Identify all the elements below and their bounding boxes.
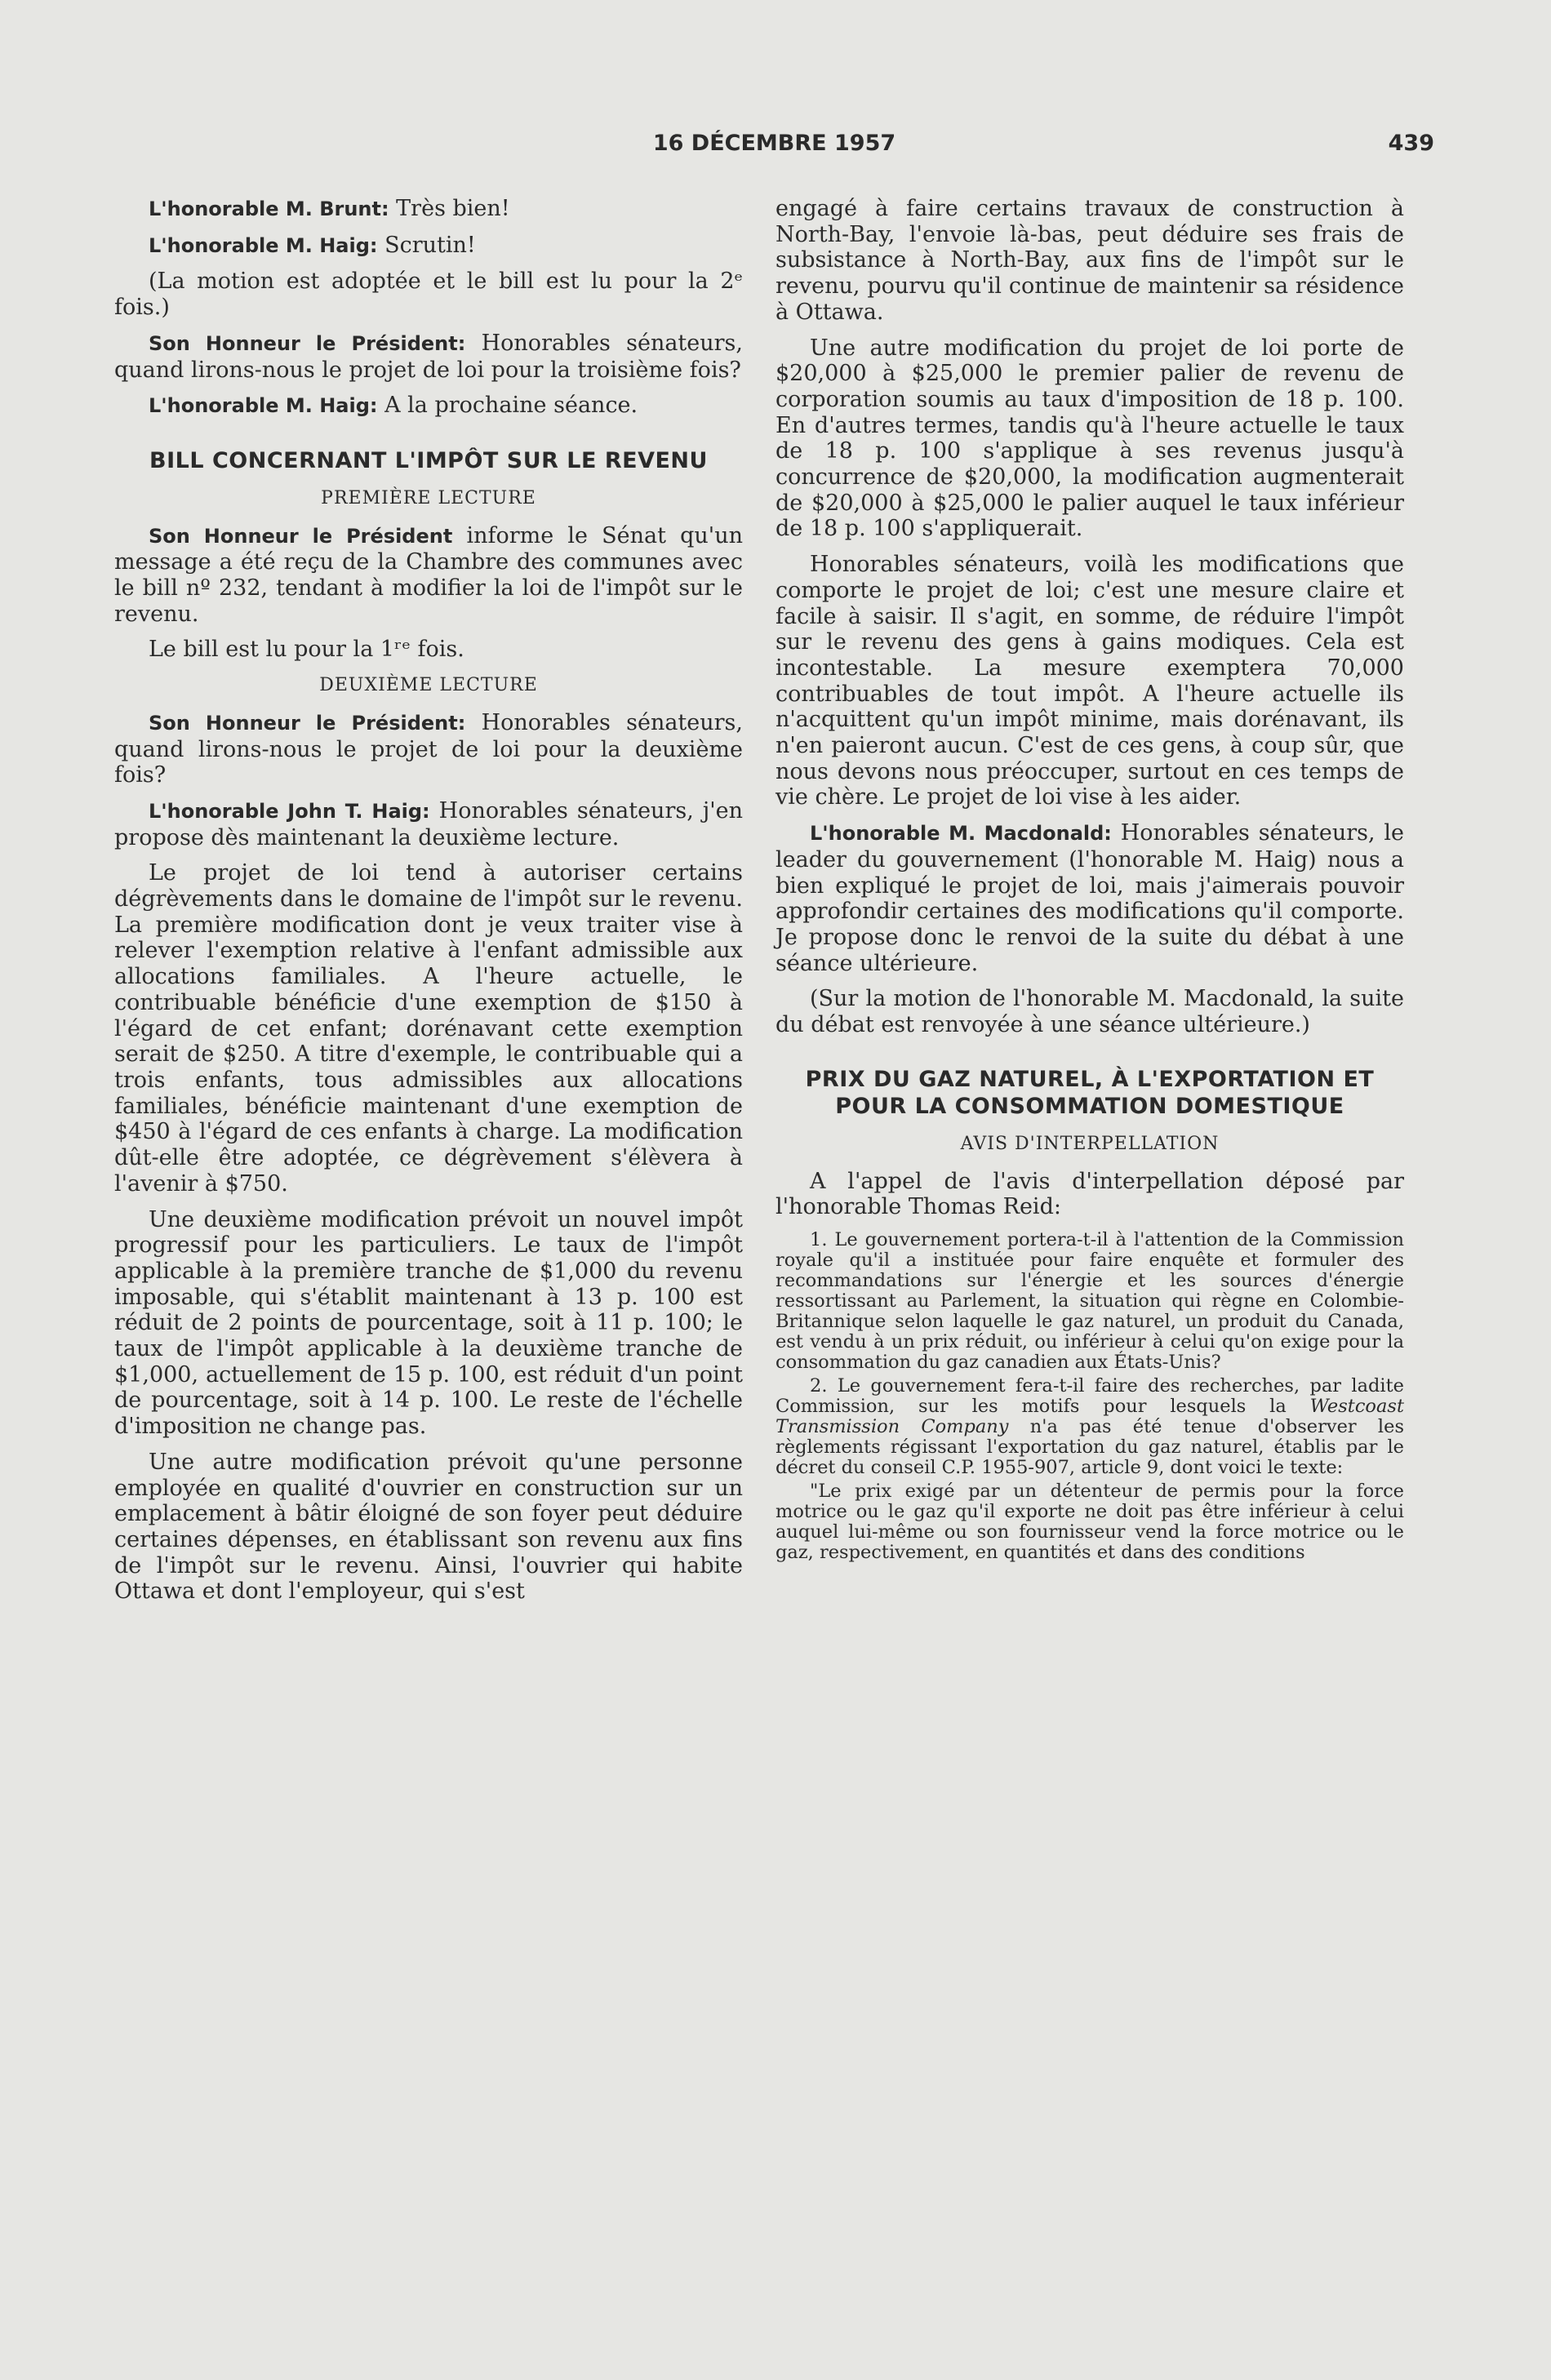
paragraph: Le bill est lu pour la 1ʳᵉ fois. [149,637,464,663]
section-title: BILL CONCERNANT L'IMPÔT SUR LE REVENU [149,447,708,473]
speech-text: Honorables sénateurs, quand lirons-nous le projet de loi pour la troisième fois? [114,330,743,383]
paragraph: Honorables sénateurs, voilà les modifications que comporte le projet de loi; c'est une mesure claire et facile à saisir. Il s'agit, en somme, de réduire l'impôt sur le revenu des gens à gains modiques. Cela est incontestable. La mesure exemptera 70,000 contribuables de tout impôt. A l'heure actuelle ils n'acquittent qu'un impôt minime, mais dorénavant, ils n'en paieront aucun. C'est de ces gens, à coup sûr, que nous devons nous préoccuper, surtout en ces temps de vie chère. Le projet de loi vise à les aider. [776,552,1404,810]
right-column [776,196,1404,1566]
question-2 [776,1376,1404,1478]
company-name: Westcoast Transmission Company [776,1395,1404,1437]
subsection-title: AVIS D'INTERPELLATION [960,1133,1220,1154]
question-text: n'a pas été tenue d'observer les règlements régissant l'exportation du gaz naturel, établis par le décret du conseil C.P. 1955-907, article 9, dont voici le texte: [776,1415,1404,1478]
speech-text: Honorables sénateurs, quand lirons-nous le projet de loi pour la deuxième fois? [114,709,743,788]
subsection-title: PREMIÈRE LECTURE [321,487,536,508]
speech-text: Scrutin! [377,232,476,258]
paragraph: Le projet de loi tend à autoriser certains dégrèvements dans le domaine de l'impôt sur le revenu. La première modification dont je veux traiter vise à relever l'exemption relative à l'enfant admissible aux allocations familiales. A l'heure actuelle, le contribuable bénéficie d'une exemption de $150 à l'égard de cet enfant; dorénavant cette exemption serait de $250. A titre d'exemple, le contribuable qui a trois enfants, tous admissibles aux allocations familiales, bénéficie maintenant d'une exemption de $450 à l'égard de ces enfants à charge. La modification dût-elle être adoptée, ce dégrèvement s'élèvera à l'avenir à $750. [114,860,743,1197]
question-1: 1. Le gouvernement portera-t-il à l'attention de la Commission royale qu'il a instituée pour faire enquête et formuler des recommandations sur l'énergie et les sources d'énergie ressortissant au Parlement, la situation qui règne en Colombie-Britannique selon laquelle le gaz naturel, un produit du Canada, est vendu à un prix réduit, ou inférieur à celui qu'on exige pour la consommation du gaz canadien aux États-Unis? [776,1228,1404,1373]
speech-text: Très bien! [389,196,510,221]
paragraph [114,233,743,260]
paragraph [114,523,743,628]
speech-text: Honorables sénateurs, j'en propose dès maintenant la deuxième lecture. [114,797,743,850]
paragraph [114,196,743,223]
speaker-name: Son Honneur le Président [149,524,453,548]
left-column [114,196,743,1614]
question-text: 2. Le gouvernement fera-t-il faire des recherches, par ladite Commission, sur les motifs pour lesquels la [776,1374,1404,1417]
subsection-title: DEUXIÈME LECTURE [319,675,538,696]
speech-text: informe le Sénat qu'un message a été reçu de la Chambre des communes avec le bill nº 232, tendant à modifier la loi de l'impôt sur le revenu. [114,522,744,627]
page-number: 439 [1388,131,1434,156]
speech-text: Honorables sénateurs, le leader du gouvernement (l'honorable M. Haig) nous a bien expliqué le projet de loi, mais j'aimerais pouvoir approfondir certaines des modifications qu'il comporte. Je propose donc le renvoi de la suite du débat à une séance ultérieure. [776,820,1404,976]
paragraph [114,710,743,788]
procedural-note: (La motion est adoptée et le bill est lu pour la 2ᵉ fois.) [114,269,743,321]
paragraph [776,820,1404,976]
paragraph [114,393,743,420]
speaker-name: L'honorable M. Haig: [149,394,378,418]
speaker-name: Son Honneur le Président: [149,711,466,735]
speaker-name: L'honorable M. Brunt: [149,198,389,220]
paragraph [114,331,743,383]
section-title: PRIX DU GAZ NATUREL, À L'EXPORTATION ET POUR LA CONSOMMATION DOMESTIQUE [805,1066,1375,1119]
header-date: 16 DÉCEMBRE 1957 [652,131,896,156]
paragraph [114,798,743,850]
speaker-name: L'honorable John T. Haig: [149,799,430,823]
procedural-note: (Sur la motion de l'honorable M. Macdonald, la suite du débat est renvoyée à une séance ultérieure.) [776,986,1404,1038]
quoted-regulation: "Le prix exigé par un détenteur de permis pour la force motrice ou le gaz qu'il exporte ne doit pas être inférieur à celui auquel lui-même ou son fournisseur vend la force motrice ou le gaz, respectivement, en quantités et dans des conditions [776,1480,1404,1563]
speech-text: A la prochaine séance. [377,393,638,419]
speaker-name: L'honorable M. Haig: [149,233,378,257]
paragraph: Une deuxième modification prévoit un nouvel impôt progressif pour les particuliers. Le taux de l'impôt applicable à la première tranche de $1,000 du revenu imposable, qui s'établit maintenant à 13 p. 100 est réduit de 2 points de pourcentage, soit à 11 p. 100; le taux de l'impôt applicable à la deuxième tranche de $1,000, actuellement de 15 p. 100, est réduit d'un point de pourcentage, soit à 14 p. 100. Le reste de l'échelle d'imposition ne change pas. [114,1206,743,1440]
speaker-name: L'honorable M. Macdonald: [810,822,1112,846]
paragraph: Une autre modification du projet de loi porte de $20,000 à $25,000 le premier palier de revenu de corporation soumis au taux d'imposition de 18 p. 100. En d'autres termes, tandis qu'à l'heure actuelle le taux de 18 p. 100 s'applique à ses revenus jusqu'à concurrence de $20,000, la modification augmenterait de $20,000 à $25,000 le palier auquel le taux inférieur de 18 p. 100 s'appliquerait. [776,335,1404,542]
paragraph: engagé à faire certains travaux de construction à North-Bay, l'envoie là-bas, peut déduire ses frais de subsistance à North-Bay, aux fins de l'impôt sur le revenu, pourvu qu'il continue de maintenir sa résidence à Ottawa. [776,196,1404,325]
page-header [114,131,1434,165]
paragraph: A l'appel de l'avis d'interpellation déposé par l'honorable Thomas Reid: [776,1168,1404,1220]
speaker-name: Son Honneur le Président: [149,331,466,355]
paragraph: Une autre modification prévoit qu'une personne employée en qualité d'ouvrier en construction sur un emplacement à bâtir éloigné de son foyer peut déduire certaines dépenses, en établissant son revenu aux fins de l'impôt sur le revenu. Ainsi, l'ouvrier qui habite Ottawa et dont l'employeur, qui s'est [114,1449,743,1605]
